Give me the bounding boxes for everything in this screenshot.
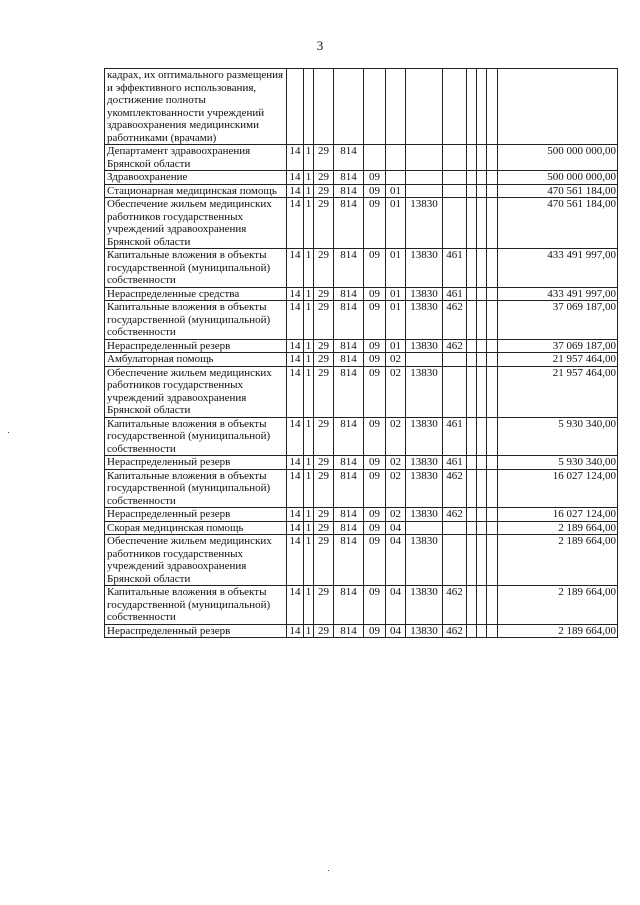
row-code-cell <box>443 171 467 185</box>
row-code-cell <box>477 287 487 301</box>
row-code-cell <box>406 145 443 171</box>
row-code-cell: 01 <box>386 339 406 353</box>
table-row <box>105 198 618 249</box>
row-code-cell: 01 <box>386 198 406 249</box>
row-code-cell <box>477 198 487 249</box>
row-code-cell: 1 <box>304 469 314 508</box>
row-code-cell <box>467 353 477 367</box>
row-code-cell: 1 <box>304 339 314 353</box>
row-code-cell <box>487 469 498 508</box>
row-code-cell: 29 <box>314 171 334 185</box>
row-code-cell: 1 <box>304 366 314 417</box>
table-row <box>105 171 618 185</box>
row-code-cell <box>467 535 477 586</box>
row-code-cell: 13830 <box>406 469 443 508</box>
row-code-cell <box>443 366 467 417</box>
row-code-cell <box>487 339 498 353</box>
row-code-cell: 814 <box>334 353 364 367</box>
table-row <box>105 456 618 470</box>
table-row <box>105 249 618 288</box>
row-code-cell <box>386 171 406 185</box>
row-code-cell: 13830 <box>406 624 443 638</box>
row-code-cell: 13830 <box>406 249 443 288</box>
row-code-cell: 09 <box>364 171 386 185</box>
row-code-cell <box>467 586 477 625</box>
row-code-cell <box>487 69 498 145</box>
row-code-cell: 13830 <box>406 287 443 301</box>
row-code-cell: 09 <box>364 184 386 198</box>
table-row <box>105 301 618 340</box>
row-code-cell: 13830 <box>406 535 443 586</box>
table-row <box>105 339 618 353</box>
row-amount-cell: 2 189 664,00 <box>498 535 618 586</box>
row-amount-cell: 16 027 124,00 <box>498 508 618 522</box>
row-code-cell <box>467 198 477 249</box>
row-code-cell: 1 <box>304 145 314 171</box>
row-code-cell: 29 <box>314 508 334 522</box>
row-code-cell: 814 <box>334 521 364 535</box>
row-code-cell <box>487 184 498 198</box>
row-code-cell: 1 <box>304 521 314 535</box>
row-code-cell: 814 <box>334 366 364 417</box>
row-code-cell <box>487 198 498 249</box>
row-name-cell: Обеспечение жильем медицинских работников государственных учреждений здравоохранения Брянской области <box>105 366 287 417</box>
row-code-cell: 814 <box>334 508 364 522</box>
row-code-cell: 01 <box>386 287 406 301</box>
row-code-cell: 814 <box>334 184 364 198</box>
row-code-cell: 814 <box>334 287 364 301</box>
budget-table <box>104 68 618 638</box>
row-code-cell: 1 <box>304 508 314 522</box>
row-code-cell <box>477 508 487 522</box>
page-number: 3 <box>316 38 324 53</box>
row-code-cell <box>477 145 487 171</box>
row-code-cell: 14 <box>287 469 304 508</box>
row-code-cell: 09 <box>364 339 386 353</box>
scan-speck <box>328 870 329 871</box>
table-row <box>105 469 618 508</box>
row-code-cell <box>443 535 467 586</box>
row-code-cell: 14 <box>287 535 304 586</box>
row-code-cell: 14 <box>287 287 304 301</box>
row-amount-cell: 2 189 664,00 <box>498 624 618 638</box>
row-code-cell: 814 <box>334 145 364 171</box>
row-code-cell: 461 <box>443 287 467 301</box>
row-code-cell: 09 <box>364 366 386 417</box>
row-code-cell <box>487 145 498 171</box>
row-name-cell: кадрах, их оптимального размещения и эффективного использования, достижение полноты укомплектованности учреждений здравоохранения медицинскими работниками (врачами) <box>105 69 287 145</box>
row-code-cell: 14 <box>287 198 304 249</box>
row-name-cell: Капитальные вложения в объекты государственной (муниципальной) собственности <box>105 249 287 288</box>
row-amount-cell: 37 069 187,00 <box>498 339 618 353</box>
row-code-cell: 04 <box>386 521 406 535</box>
row-code-cell <box>487 624 498 638</box>
table-row <box>105 145 618 171</box>
row-code-cell: 02 <box>386 508 406 522</box>
row-code-cell: 814 <box>334 535 364 586</box>
row-code-cell <box>487 586 498 625</box>
row-amount-cell: 470 561 184,00 <box>498 184 618 198</box>
row-code-cell <box>443 145 467 171</box>
row-code-cell: 09 <box>364 535 386 586</box>
row-code-cell: 09 <box>364 301 386 340</box>
row-code-cell <box>406 69 443 145</box>
row-code-cell: 14 <box>287 353 304 367</box>
row-code-cell <box>467 417 477 456</box>
row-code-cell <box>467 469 477 508</box>
row-code-cell <box>487 535 498 586</box>
row-amount-cell: 5 930 340,00 <box>498 417 618 456</box>
row-code-cell: 14 <box>287 586 304 625</box>
row-code-cell <box>487 171 498 185</box>
row-amount-cell: 16 027 124,00 <box>498 469 618 508</box>
row-code-cell: 462 <box>443 301 467 340</box>
row-code-cell <box>487 521 498 535</box>
row-amount-cell: 433 491 997,00 <box>498 249 618 288</box>
row-code-cell: 1 <box>304 624 314 638</box>
row-name-cell: Нераспределенный резерв <box>105 624 287 638</box>
row-name-cell: Капитальные вложения в объекты государственной (муниципальной) собственности <box>105 301 287 340</box>
row-name-cell: Амбулаторная помощь <box>105 353 287 367</box>
row-code-cell <box>467 366 477 417</box>
row-amount-cell: 470 561 184,00 <box>498 198 618 249</box>
row-code-cell <box>487 353 498 367</box>
row-code-cell <box>406 353 443 367</box>
row-code-cell <box>406 521 443 535</box>
row-name-cell: Капитальные вложения в объекты государственной (муниципальной) собственности <box>105 586 287 625</box>
row-code-cell: 29 <box>314 249 334 288</box>
row-amount-cell: 37 069 187,00 <box>498 301 618 340</box>
row-code-cell <box>443 521 467 535</box>
row-code-cell: 29 <box>314 624 334 638</box>
row-code-cell: 02 <box>386 366 406 417</box>
row-code-cell <box>467 624 477 638</box>
row-code-cell <box>487 366 498 417</box>
row-code-cell: 1 <box>304 301 314 340</box>
row-code-cell <box>314 69 334 145</box>
row-code-cell <box>477 184 487 198</box>
row-code-cell: 29 <box>314 353 334 367</box>
row-code-cell: 1 <box>304 198 314 249</box>
row-code-cell: 462 <box>443 339 467 353</box>
row-amount-cell: 21 957 464,00 <box>498 366 618 417</box>
row-code-cell <box>467 301 477 340</box>
row-code-cell: 814 <box>334 249 364 288</box>
row-code-cell <box>467 521 477 535</box>
row-code-cell: 814 <box>334 624 364 638</box>
row-code-cell <box>467 171 477 185</box>
row-code-cell: 04 <box>386 624 406 638</box>
row-code-cell: 14 <box>287 508 304 522</box>
row-code-cell <box>477 521 487 535</box>
row-code-cell: 02 <box>386 469 406 508</box>
row-code-cell: 13830 <box>406 366 443 417</box>
table-row <box>105 417 618 456</box>
row-code-cell <box>406 171 443 185</box>
row-code-cell: 1 <box>304 287 314 301</box>
row-code-cell <box>467 456 477 470</box>
row-code-cell: 461 <box>443 417 467 456</box>
table-row <box>105 535 618 586</box>
table-row <box>105 184 618 198</box>
row-code-cell: 461 <box>443 249 467 288</box>
table-row <box>105 624 618 638</box>
row-code-cell: 13830 <box>406 586 443 625</box>
row-code-cell: 09 <box>364 508 386 522</box>
row-code-cell <box>406 184 443 198</box>
row-name-cell: Скорая медицинская помощь <box>105 521 287 535</box>
row-code-cell: 814 <box>334 339 364 353</box>
row-code-cell <box>477 171 487 185</box>
row-code-cell: 14 <box>287 171 304 185</box>
row-name-cell: Здравоохранение <box>105 171 287 185</box>
row-code-cell: 29 <box>314 366 334 417</box>
row-code-cell: 814 <box>334 171 364 185</box>
row-code-cell: 1 <box>304 586 314 625</box>
row-code-cell: 814 <box>334 198 364 249</box>
row-code-cell <box>487 456 498 470</box>
row-code-cell <box>477 586 487 625</box>
row-code-cell <box>386 145 406 171</box>
row-code-cell: 14 <box>287 366 304 417</box>
row-amount-cell: 5 930 340,00 <box>498 456 618 470</box>
row-code-cell <box>443 69 467 145</box>
row-code-cell <box>477 417 487 456</box>
row-code-cell <box>364 69 386 145</box>
row-code-cell <box>467 145 477 171</box>
budget-table-body <box>105 69 618 638</box>
row-code-cell <box>467 508 477 522</box>
row-code-cell: 14 <box>287 417 304 456</box>
row-code-cell: 09 <box>364 586 386 625</box>
row-code-cell: 09 <box>364 287 386 301</box>
row-code-cell: 02 <box>386 417 406 456</box>
row-code-cell: 29 <box>314 145 334 171</box>
row-code-cell <box>477 366 487 417</box>
row-code-cell <box>477 69 487 145</box>
row-code-cell: 13830 <box>406 339 443 353</box>
row-code-cell: 1 <box>304 535 314 586</box>
row-code-cell: 814 <box>334 469 364 508</box>
row-code-cell: 814 <box>334 301 364 340</box>
row-code-cell: 14 <box>287 521 304 535</box>
row-code-cell <box>364 145 386 171</box>
table-row <box>105 366 618 417</box>
row-name-cell: Капитальные вложения в объекты государственной (муниципальной) собственности <box>105 417 287 456</box>
row-amount-cell: 2 189 664,00 <box>498 586 618 625</box>
row-code-cell: 462 <box>443 624 467 638</box>
row-code-cell: 29 <box>314 417 334 456</box>
row-name-cell: Нераспределенный резерв <box>105 339 287 353</box>
row-name-cell: Нераспределенный резерв <box>105 456 287 470</box>
row-amount-cell: 21 957 464,00 <box>498 353 618 367</box>
row-amount-cell: 500 000 000,00 <box>498 145 618 171</box>
row-code-cell: 14 <box>287 301 304 340</box>
row-amount-cell: 500 000 000,00 <box>498 171 618 185</box>
row-code-cell: 29 <box>314 184 334 198</box>
row-name-cell: Нераспределенный резерв <box>105 508 287 522</box>
row-code-cell: 09 <box>364 469 386 508</box>
row-code-cell <box>487 417 498 456</box>
row-name-cell: Департамент здравоохранения Брянской области <box>105 145 287 171</box>
table-row <box>105 508 618 522</box>
row-code-cell <box>477 469 487 508</box>
row-code-cell <box>477 249 487 288</box>
row-code-cell: 14 <box>287 339 304 353</box>
row-code-cell: 29 <box>314 456 334 470</box>
row-code-cell: 461 <box>443 456 467 470</box>
row-code-cell: 814 <box>334 456 364 470</box>
row-code-cell <box>477 301 487 340</box>
row-code-cell: 1 <box>304 171 314 185</box>
row-code-cell: 1 <box>304 249 314 288</box>
row-code-cell <box>443 353 467 367</box>
row-amount-cell: 2 189 664,00 <box>498 521 618 535</box>
row-code-cell: 29 <box>314 535 334 586</box>
row-code-cell: 01 <box>386 249 406 288</box>
row-code-cell: 13830 <box>406 456 443 470</box>
row-name-cell: Капитальные вложения в объекты государственной (муниципальной) собственности <box>105 469 287 508</box>
row-code-cell: 29 <box>314 287 334 301</box>
row-code-cell <box>334 69 364 145</box>
table-row <box>105 586 618 625</box>
row-code-cell: 1 <box>304 184 314 198</box>
row-code-cell <box>467 339 477 353</box>
row-code-cell: 29 <box>314 586 334 625</box>
row-code-cell: 29 <box>314 469 334 508</box>
row-code-cell: 09 <box>364 249 386 288</box>
table-row <box>105 287 618 301</box>
row-code-cell <box>467 69 477 145</box>
row-code-cell <box>443 198 467 249</box>
row-code-cell: 14 <box>287 249 304 288</box>
row-code-cell <box>443 184 467 198</box>
row-code-cell <box>467 184 477 198</box>
row-code-cell: 14 <box>287 456 304 470</box>
row-code-cell: 09 <box>364 417 386 456</box>
scan-speck <box>8 432 9 433</box>
row-code-cell: 02 <box>386 456 406 470</box>
row-name-cell: Стационарная медицинская помощь <box>105 184 287 198</box>
row-code-cell <box>477 339 487 353</box>
row-code-cell: 1 <box>304 456 314 470</box>
row-code-cell: 09 <box>364 521 386 535</box>
row-code-cell <box>477 535 487 586</box>
row-code-cell: 814 <box>334 417 364 456</box>
row-code-cell: 462 <box>443 586 467 625</box>
row-code-cell: 04 <box>386 586 406 625</box>
row-code-cell <box>477 353 487 367</box>
row-code-cell: 462 <box>443 508 467 522</box>
row-code-cell: 29 <box>314 301 334 340</box>
row-code-cell: 02 <box>386 353 406 367</box>
row-code-cell: 01 <box>386 301 406 340</box>
table-row <box>105 521 618 535</box>
row-code-cell: 29 <box>314 198 334 249</box>
row-code-cell <box>386 69 406 145</box>
row-code-cell <box>287 69 304 145</box>
table-row <box>105 69 618 145</box>
row-code-cell: 14 <box>287 145 304 171</box>
row-code-cell <box>487 287 498 301</box>
row-code-cell: 13830 <box>406 198 443 249</box>
row-code-cell: 29 <box>314 521 334 535</box>
row-code-cell <box>467 249 477 288</box>
row-code-cell <box>477 456 487 470</box>
table-row <box>105 353 618 367</box>
row-code-cell <box>487 249 498 288</box>
row-code-cell: 1 <box>304 353 314 367</box>
row-code-cell: 13830 <box>406 301 443 340</box>
row-code-cell: 09 <box>364 624 386 638</box>
row-code-cell <box>487 301 498 340</box>
row-code-cell: 1 <box>304 417 314 456</box>
row-code-cell: 29 <box>314 339 334 353</box>
row-code-cell: 13830 <box>406 417 443 456</box>
row-code-cell: 13830 <box>406 508 443 522</box>
row-code-cell <box>467 287 477 301</box>
row-code-cell: 14 <box>287 624 304 638</box>
row-name-cell: Обеспечение жильем медицинских работников государственных учреждений здравоохранения Брянской области <box>105 198 287 249</box>
row-code-cell: 462 <box>443 469 467 508</box>
row-amount-cell <box>498 69 618 145</box>
row-code-cell: 04 <box>386 535 406 586</box>
row-name-cell: Нераспределенные средства <box>105 287 287 301</box>
row-code-cell <box>304 69 314 145</box>
row-code-cell: 01 <box>386 184 406 198</box>
row-code-cell <box>477 624 487 638</box>
row-code-cell <box>487 508 498 522</box>
row-code-cell: 814 <box>334 586 364 625</box>
row-code-cell: 14 <box>287 184 304 198</box>
row-code-cell: 09 <box>364 353 386 367</box>
row-code-cell: 09 <box>364 456 386 470</box>
row-amount-cell: 433 491 997,00 <box>498 287 618 301</box>
row-code-cell: 09 <box>364 198 386 249</box>
row-name-cell: Обеспечение жильем медицинских работников государственных учреждений здравоохранения Брянской области <box>105 535 287 586</box>
